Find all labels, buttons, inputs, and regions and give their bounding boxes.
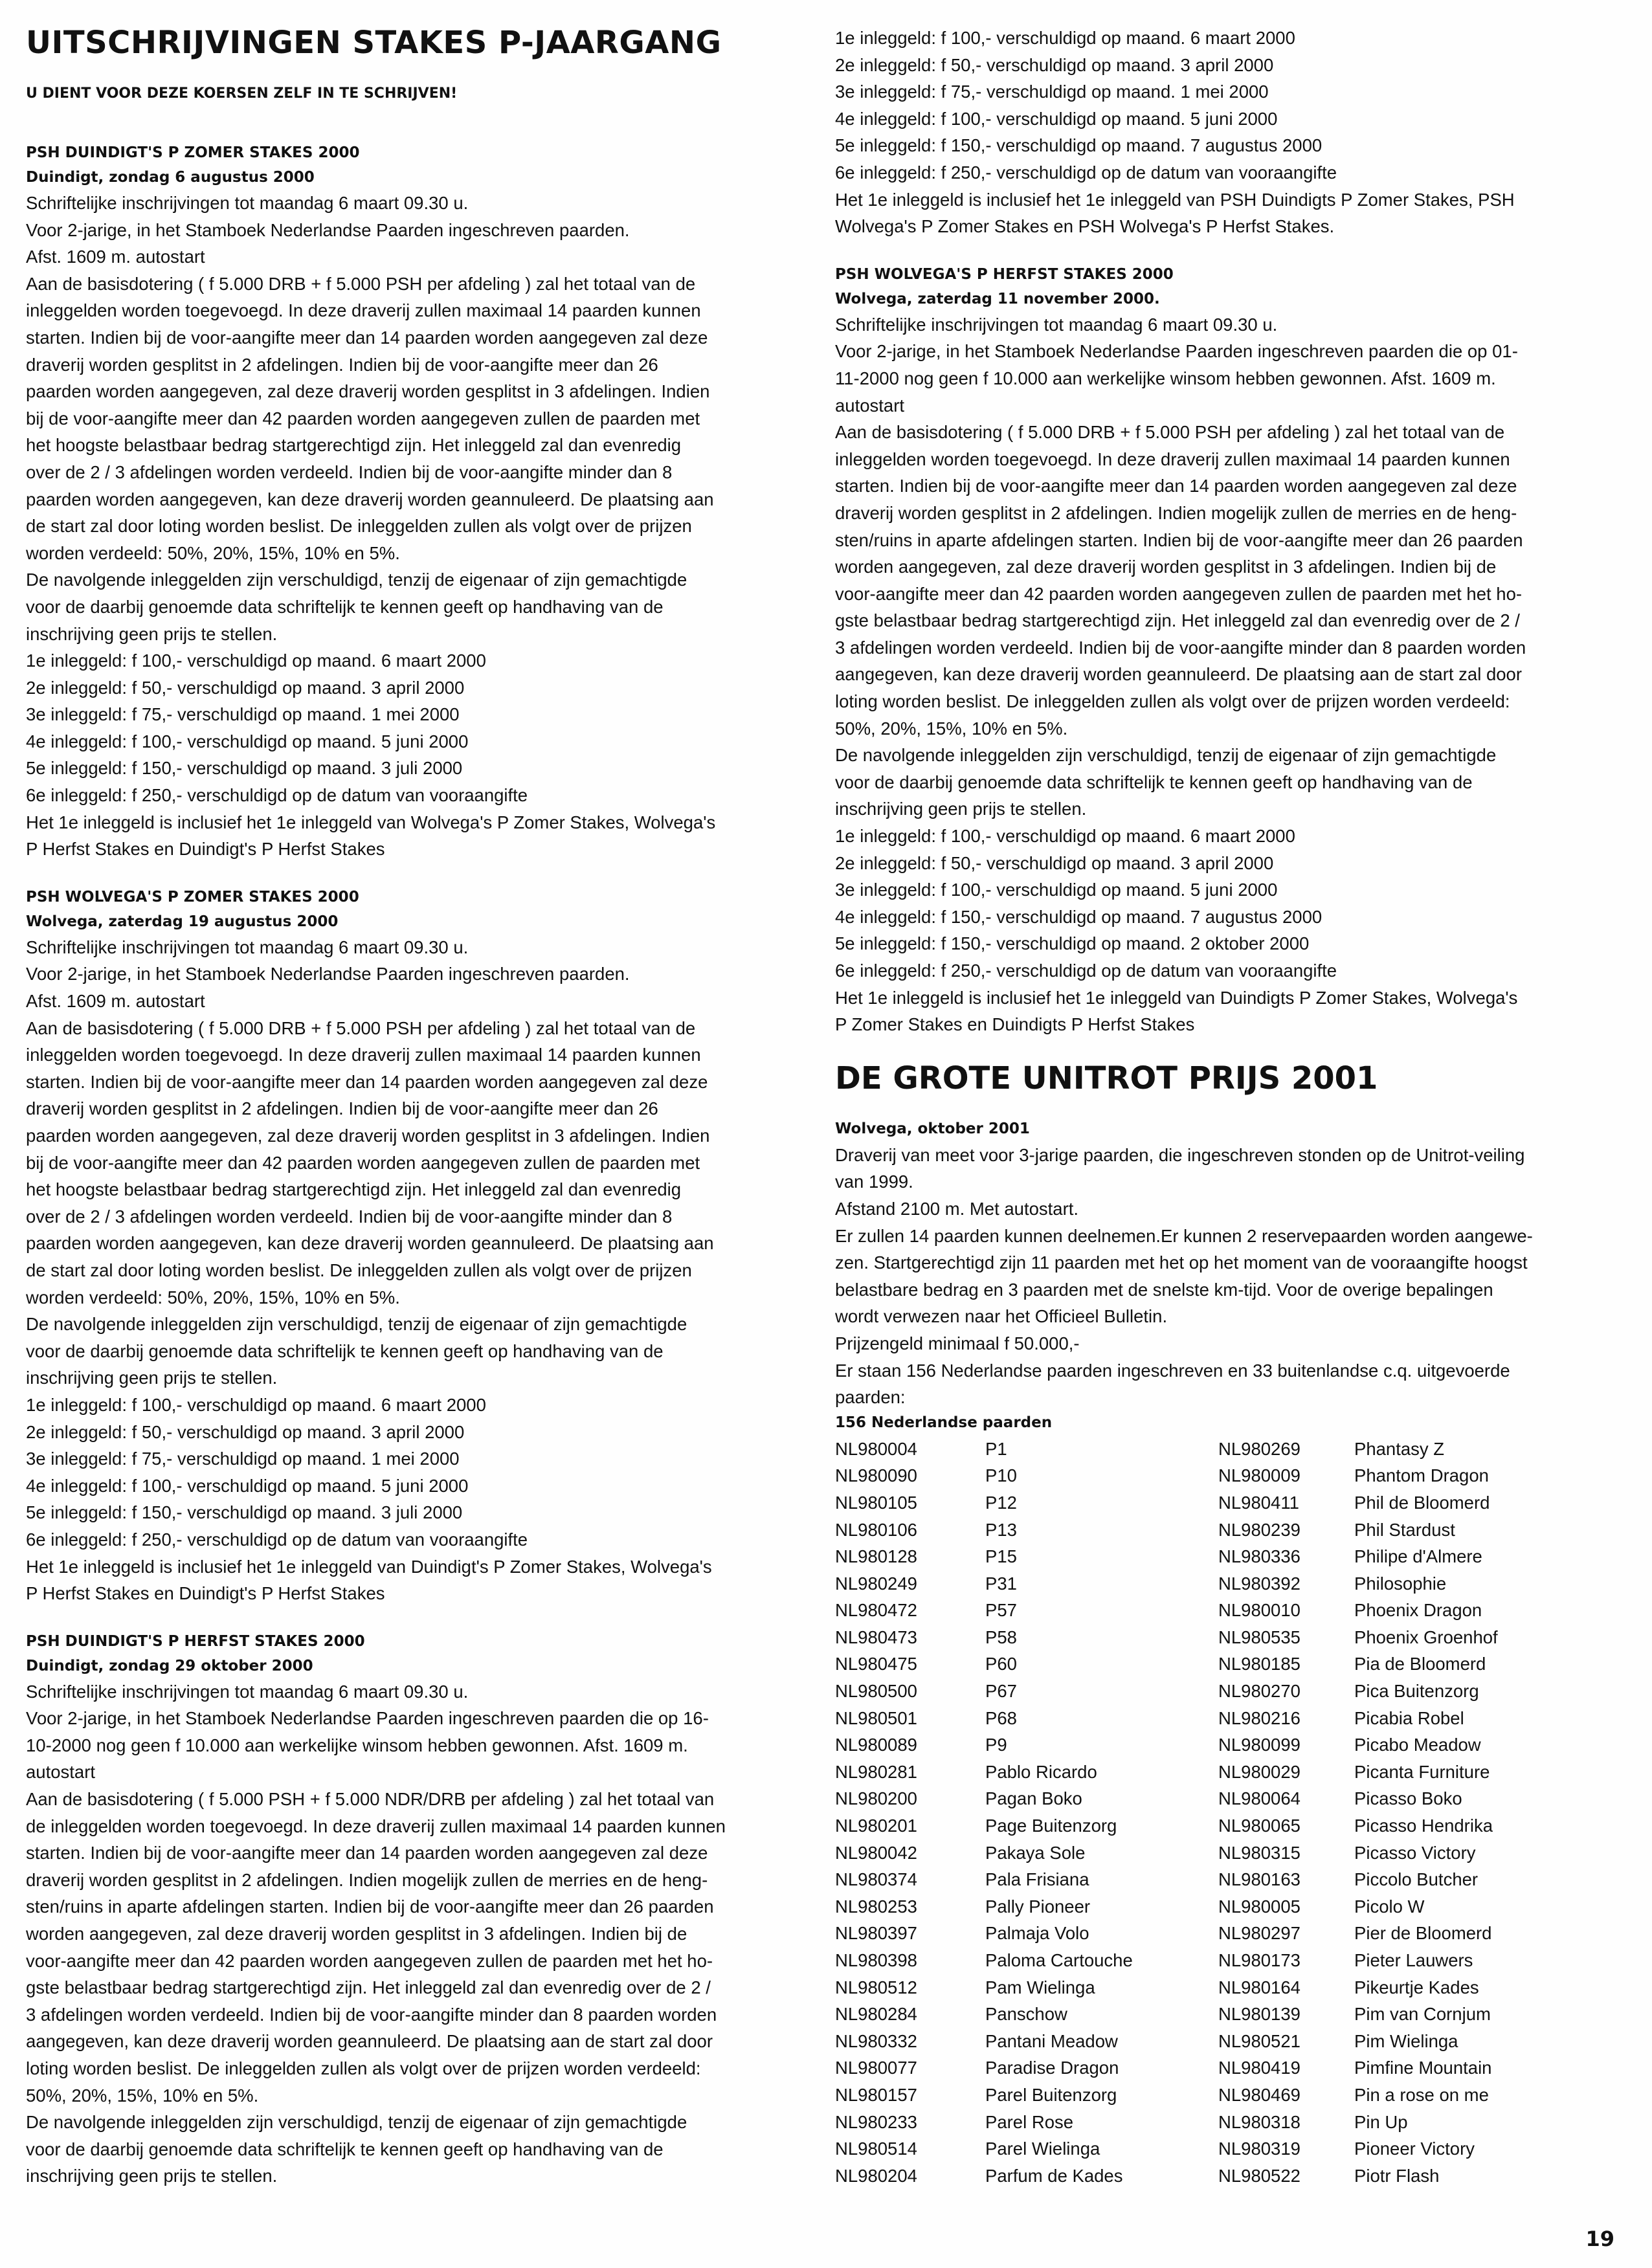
horse-name: Palmaja Volo	[985, 1923, 1089, 1944]
table-row	[835, 1866, 1600, 1893]
text-line: inschrijving geen prijs te stellen.	[26, 623, 278, 644]
text-line: voor de daarbij genoemde data schriftelijk te kennen geeft op handhaving van de	[26, 596, 664, 617]
horse-name: Philosophie	[1354, 1573, 1447, 1594]
text-line: Voor 2-jarige, in het Stamboek Nederlandse Paarden ingeschreven paarden die op 01-	[835, 341, 1518, 362]
text-line: paarden worden aangegeven, kan deze draverij worden geannuleerd. De plaatsing aan	[26, 489, 714, 509]
horse-name: Pantani Meadow	[985, 2030, 1118, 2051]
text-line: Het 1e inleggeld is inclusief het 1e inleggeld van Duindigts P Zomer Stakes, Wolvega's	[835, 987, 1518, 1008]
text-line: De navolgende inleggelden zijn verschuldigd, tenzij de eigenaar of zijn gemachtigde	[835, 745, 1497, 766]
text-line: worden aangegeven, zal deze draverij worden gesplitst in 3 afdelingen. Indien bij de	[26, 1924, 687, 1944]
horse-id: NL980253	[835, 1896, 917, 1917]
text-line: bij de voor-aangifte meer dan 42 paarden worden aangegeven zullen de paarden met	[26, 1152, 700, 1173]
text-line: 6e inleggeld: f 250,- verschuldigd op de datum van vooraangifte	[835, 162, 1337, 183]
text-line: Schriftelijke inschrijvingen tot maandag 6 maart 09.30 u.	[835, 314, 1278, 335]
section-date: Wolvega, zaterdag 19 augustus 2000	[26, 913, 339, 930]
table-row	[835, 1840, 1600, 1867]
horse-name: P10	[985, 1465, 1017, 1486]
table-row	[835, 2001, 1600, 2028]
text-line: Aan de basisdotering ( f 5.000 DRB + f 5.000 PSH per afdeling ) zal het totaal van de	[835, 422, 1505, 443]
table-row	[835, 1974, 1600, 2001]
table-row	[835, 2109, 1600, 2136]
text-line: 2e inleggeld: f 50,- verschuldigd op maand. 3 april 2000	[835, 54, 1274, 75]
text-line: Voor 2-jarige, in het Stamboek Nederlandse Paarden ingeschreven paarden.	[26, 964, 630, 984]
horse-id: NL980216	[1218, 1707, 1300, 1728]
horse-id: NL980204	[835, 2165, 917, 2186]
text-line: Aan de basisdotering ( f 5.000 PSH + f 5.000 NDR/DRB per afdeling ) zal het totaal van	[26, 1789, 715, 1810]
horse-name: Phantasy Z	[1354, 1438, 1445, 1459]
horse-name: Pin a rose on me	[1354, 2084, 1489, 2105]
horse-name: Pieter Lauwers	[1354, 1950, 1473, 1970]
horse-name: Pally Pioneer	[985, 1896, 1091, 1917]
unitrot-date: Wolvega, oktober 2001	[835, 1120, 1030, 1137]
text-line: starten. Indien bij de voor-aangifte meer dan 14 paarden worden aangegeven zal deze	[26, 327, 708, 348]
horse-name: Picasso Boko	[1354, 1788, 1462, 1809]
text-line: 6e inleggeld: f 250,- verschuldigd op de datum van vooraangifte	[835, 961, 1337, 981]
horse-id: NL980270	[1218, 1681, 1300, 1702]
horse-id: NL980297	[1218, 1923, 1300, 1944]
horse-id: NL980010	[1218, 1600, 1300, 1621]
text-line: voor de daarbij genoemde data schriftelijk te kennen geeft op handhaving van de	[26, 1340, 664, 1361]
section-title: PSH WOLVEGA'S P ZOMER STAKES 2000	[26, 888, 359, 906]
horse-id: NL980397	[835, 1923, 917, 1944]
text-line: voor-aangifte meer dan 42 paarden worden aangegeven zullen de paarden met het ho-	[835, 583, 1523, 604]
text-line: Afst. 1609 m. autostart	[26, 247, 205, 267]
horse-name: P12	[985, 1492, 1017, 1513]
horse-name: Pagan Boko	[985, 1788, 1082, 1809]
horse-id: NL980239	[1218, 1519, 1300, 1540]
table-row	[835, 1678, 1600, 1705]
text-line: 5e inleggeld: f 150,- verschuldigd op maand. 7 augustus 2000	[835, 135, 1323, 156]
text-line: Er zullen 14 paarden kunnen deelnemen.Er kunnen 2 reservepaarden worden aangewe-	[835, 1225, 1533, 1246]
page-title: UITSCHRIJVINGEN STAKES P-JAARGANG	[26, 25, 722, 61]
horse-name: Picasso Hendrika	[1354, 1816, 1493, 1836]
horse-name: Phil Stardust	[1354, 1519, 1455, 1540]
text-line: 5e inleggeld: f 150,- verschuldigd op maand. 2 oktober 2000	[835, 933, 1310, 954]
horse-name: Parel Rose	[985, 2111, 1074, 2132]
text-line: loting worden beslist. De inleggelden zullen als volgt over de prijzen worden verdeeld:	[26, 2058, 701, 2078]
text-line: 50%, 20%, 15%, 10% en 5%.	[835, 718, 1068, 739]
table-row	[835, 1705, 1600, 1732]
text-line: 1e inleggeld: f 100,- verschuldigd op maand. 6 maart 2000	[835, 826, 1295, 847]
text-line: inschrijving geen prijs te stellen.	[835, 799, 1087, 819]
text-line: starten. Indien bij de voor-aangifte meer dan 14 paarden worden aangegeven zal deze	[26, 1843, 708, 1863]
horse-id: NL980201	[835, 1816, 917, 1836]
text-line: 2e inleggeld: f 50,- verschuldigd op maand. 3 april 2000	[26, 1421, 465, 1442]
text-line: 3 afdelingen worden verdeeld. Indien bij de voor-aangifte minder dan 8 paarden worden	[835, 637, 1526, 658]
text-line: 50%, 20%, 15%, 10% en 5%.	[26, 2085, 259, 2106]
text-line: over de 2 / 3 afdelingen worden verdeeld. Indien bij de voor-aangifte minder dan 8	[26, 461, 673, 482]
horse-id: NL980512	[835, 1977, 917, 1997]
text-line: Afstand 2100 m. Met autostart.	[835, 1198, 1079, 1219]
text-line: de start zal door loting worden beslist. De inleggelden zullen als volgt over de prijzen	[26, 1260, 692, 1280]
section-title: PSH DUINDIGT'S P HERFST STAKES 2000	[26, 1632, 365, 1650]
text-line: 4e inleggeld: f 100,- verschuldigd op maand. 5 juni 2000	[26, 1475, 469, 1496]
horse-id: NL980535	[1218, 1627, 1300, 1647]
table-row	[835, 1651, 1600, 1678]
text-line: draverij worden gesplitst in 2 afdelingen. Indien mogelijk zullen de merries en de heng-	[835, 502, 1517, 523]
horse-id: NL980099	[1218, 1735, 1300, 1755]
horse-name: Pimfine Mountain	[1354, 2058, 1492, 2078]
text-line: Schriftelijke inschrijvingen tot maandag 6 maart 09.30 u.	[26, 1681, 469, 1702]
text-line: 3e inleggeld: f 75,- verschuldigd op maand. 1 mei 2000	[26, 704, 460, 725]
horse-id: NL980065	[1218, 1816, 1300, 1836]
horse-name: Picabia Robel	[1354, 1707, 1464, 1728]
text-line: 4e inleggeld: f 100,- verschuldigd op maand. 5 juni 2000	[26, 731, 469, 751]
horse-name: Pim Wielinga	[1354, 2030, 1458, 2051]
horse-name: P13	[985, 1519, 1017, 1540]
horse-id: NL980411	[1218, 1492, 1299, 1513]
horse-name: Piotr Flash	[1354, 2165, 1440, 2186]
horse-id: NL980005	[1218, 1896, 1300, 1917]
horse-name: P67	[985, 1681, 1017, 1702]
horse-name: P68	[985, 1707, 1017, 1728]
horse-name: Phil de Bloomerd	[1354, 1492, 1490, 1513]
horse-name: P60	[985, 1654, 1017, 1674]
table-row	[835, 1436, 1600, 1463]
text-line: 5e inleggeld: f 150,- verschuldigd op maand. 3 juli 2000	[26, 1502, 463, 1523]
text-line: 3e inleggeld: f 100,- verschuldigd op maand. 5 juni 2000	[835, 880, 1278, 900]
text-line: loting worden beslist. De inleggelden zullen als volgt over de prijzen worden verdeeld:	[835, 691, 1510, 712]
horse-name: Panschow	[985, 2004, 1067, 2025]
section-title: PSH WOLVEGA'S P HERFST STAKES 2000	[835, 265, 1174, 283]
text-line: P Zomer Stakes en Duindigts P Herfst Stakes	[835, 1014, 1195, 1035]
horse-name: P9	[985, 1735, 1007, 1755]
text-line: 4e inleggeld: f 100,- verschuldigd op maand. 5 juni 2000	[835, 108, 1278, 129]
horse-id: NL980173	[1218, 1950, 1300, 1970]
horse-name: P58	[985, 1627, 1017, 1647]
horse-id: NL980319	[1218, 2139, 1300, 2159]
text-line: P Herfst Stakes en Duindigt's P Herfst Stakes	[26, 839, 385, 860]
horse-name: Phoenix Groenhof	[1354, 1627, 1498, 1647]
horse-name: Page Buitenzorg	[985, 1816, 1117, 1836]
table-row	[835, 1812, 1600, 1840]
horse-id: NL980200	[835, 1788, 917, 1809]
table-row	[835, 2054, 1600, 2082]
horse-name: Pia de Bloomerd	[1354, 1654, 1486, 1674]
horse-name: Parfum de Kades	[985, 2165, 1123, 2186]
horse-id: NL980318	[1218, 2111, 1300, 2132]
horse-id: NL980042	[835, 1842, 917, 1863]
horse-name: Pala Frisiana	[985, 1869, 1089, 1890]
text-line: de inleggelden worden toegevoegd. In deze draverij zullen maximaal 14 paarden kunnen	[26, 1816, 726, 1836]
text-line: Het 1e inleggeld is inclusief het 1e inleggeld van PSH Duindigts P Zomer Stakes, PSH	[835, 189, 1515, 210]
horse-name: Pim van Cornjum	[1354, 2004, 1491, 2025]
horse-name: Picasso Victory	[1354, 1842, 1476, 1863]
text-line: De navolgende inleggelden zijn verschuldigd, tenzij de eigenaar of zijn gemachtigde	[26, 2112, 687, 2133]
text-line: voor-aangifte meer dan 42 paarden worden aangegeven zullen de paarden met het ho-	[26, 1950, 713, 1971]
text-line: worden verdeeld: 50%, 20%, 15%, 10% en 5%.	[26, 1287, 400, 1307]
table-row	[835, 1785, 1600, 1812]
text-line: inleggelden worden toegevoegd. In deze draverij zullen maximaal 14 paarden kunnen	[26, 1045, 701, 1065]
table-row	[835, 1517, 1600, 1544]
horse-id: NL980163	[1218, 1869, 1300, 1890]
table-row	[835, 1759, 1600, 1786]
table-row	[835, 1570, 1600, 1597]
horse-id: NL980315	[1218, 1842, 1300, 1863]
text-line: Voor 2-jarige, in het Stamboek Nederlandse Paarden ingeschreven paarden.	[26, 219, 630, 240]
text-line: sten/ruins in aparte afdelingen starten. Indien bij de voor-aangifte meer dan 26 paarden	[835, 529, 1523, 550]
text-line: 11-2000 nog geen f 10.000 aan werkelijke winsom hebben gewonnen. Afst. 1609 m.	[835, 368, 1496, 388]
text-line: Schriftelijke inschrijvingen tot maandag 6 maart 09.30 u.	[26, 937, 469, 957]
text-line: voor de daarbij genoemde data schriftelijk te kennen geeft op handhaving van de	[26, 2139, 664, 2159]
horse-name: P31	[985, 1573, 1017, 1594]
registration-notice: U DIENT VOOR DEZE KOERSEN ZELF IN TE SCHRIJVEN!	[26, 85, 458, 102]
text-line: zen. Startgerechtigd zijn 11 paarden met het op het moment van de vooraangifte hoogst	[835, 1252, 1528, 1273]
horse-id: NL980105	[835, 1492, 917, 1513]
table-row	[835, 1920, 1600, 1947]
horse-id: NL980419	[1218, 2058, 1300, 2078]
text-line: Aan de basisdotering ( f 5.000 DRB + f 5.000 PSH per afdeling ) zal het totaal van de	[26, 273, 696, 294]
text-line: belastbare bedrag en 3 paarden met de snelste km-tijd. Voor de overige bepalingen	[835, 1279, 1493, 1300]
horse-name: Pablo Ricardo	[985, 1761, 1097, 1782]
text-line: 5e inleggeld: f 150,- verschuldigd op maand. 3 juli 2000	[26, 758, 463, 779]
horse-id: NL980064	[1218, 1788, 1300, 1809]
horse-id: NL980473	[835, 1627, 917, 1647]
section-date: Wolvega, zaterdag 11 november 2000.	[835, 290, 1160, 307]
text-line: van 1999.	[835, 1172, 913, 1192]
stakes-section	[26, 140, 810, 863]
text-line: paarden worden aangegeven, kan deze draverij worden geannuleerd. De plaatsing aan	[26, 1233, 714, 1254]
text-line: draverij worden gesplitst in 2 afdelingen. Indien bij de voor-aangifte meer dan 26	[26, 354, 658, 375]
table-row	[835, 1624, 1600, 1651]
text-line: worden aangegeven, zal deze draverij worden gesplitst in 3 afdelingen. Indien bij de	[835, 557, 1497, 577]
horse-name: Picabo Meadow	[1354, 1735, 1481, 1755]
horse-id: NL980336	[1218, 1546, 1300, 1567]
left-column	[26, 25, 810, 2212]
text-line: Het 1e inleggeld is inclusief het 1e inleggeld van Wolvega's P Zomer Stakes, Wolvega's	[26, 812, 716, 832]
table-row	[835, 1597, 1600, 1624]
horse-id: NL980469	[1218, 2084, 1300, 2105]
text-line: aangegeven, kan deze draverij worden geannuleerd. De plaatsing aan de start zal door	[835, 664, 1522, 685]
text-line: inleggelden worden toegevoegd. In deze draverij zullen maximaal 14 paarden kunnen	[835, 449, 1510, 469]
horse-name: Picolo W	[1354, 1896, 1425, 1917]
horse-id: NL980128	[835, 1546, 917, 1567]
text-line: het hoogste belastbaar bedrag startgerechtigd zijn. Het inleggeld zal dan evenredig	[26, 435, 682, 456]
table-row	[835, 1489, 1600, 1517]
table-row	[835, 2135, 1600, 2162]
horse-name: P15	[985, 1546, 1017, 1567]
text-line: wordt verwezen naar het Officieel Bulletin.	[835, 1306, 1168, 1327]
text-line: de start zal door loting worden beslist. De inleggelden zullen als volgt over de prijzen	[26, 516, 692, 537]
horse-id: NL980077	[835, 2058, 917, 2078]
horse-name: Pin Up	[1354, 2111, 1408, 2132]
unitrot-title: DE GROTE UNITROT PRIJS 2001	[835, 1060, 1378, 1096]
section-body	[835, 311, 1622, 1038]
table-row	[835, 1947, 1600, 1974]
text-line: over de 2 / 3 afdelingen worden verdeeld. Indien bij de voor-aangifte minder dan 8	[26, 1206, 673, 1227]
horse-id: NL980284	[835, 2004, 917, 2025]
text-line: 1e inleggeld: f 100,- verschuldigd op maand. 6 maart 2000	[26, 650, 486, 671]
text-line: Wolvega's P Zomer Stakes en PSH Wolvega's P Herfst Stakes.	[835, 216, 1335, 237]
horse-name: Paloma Cartouche	[985, 1950, 1133, 1970]
horse-id: NL980392	[1218, 1573, 1300, 1594]
text-line: starten. Indien bij de voor-aangifte meer dan 14 paarden worden aangegeven zal deze	[835, 476, 1517, 496]
text-line: Draverij van meet voor 3-jarige paarden, die ingeschreven stonden op de Unitrot-veiling	[835, 1144, 1525, 1165]
text-line: De navolgende inleggelden zijn verschuldigd, tenzij de eigenaar of zijn gemachtigde	[26, 570, 687, 590]
horse-id: NL980514	[835, 2139, 917, 2159]
stakes-section	[26, 885, 810, 1607]
text-line: Prijzengeld minimaal f 50.000,-	[835, 1333, 1080, 1353]
table-row	[835, 2162, 1600, 2190]
horse-name: Piccolo Butcher	[1354, 1869, 1479, 1890]
table-row	[835, 1731, 1600, 1759]
text-line: Het 1e inleggeld is inclusief het 1e inleggeld van Duindigt's P Zomer Stakes, Wolvega's	[26, 1556, 712, 1577]
table-row	[835, 1462, 1600, 1489]
left-sections	[26, 140, 810, 2190]
horse-id: NL980374	[835, 1869, 917, 1890]
text-line: De navolgende inleggelden zijn verschuldigd, tenzij de eigenaar of zijn gemachtigde	[26, 1314, 687, 1335]
horse-id: NL980004	[835, 1438, 917, 1459]
text-line: gste belastbaar bedrag startgerechtigd zijn. Het inleggeld zal dan evenredig over de 2 /	[26, 1977, 711, 1998]
text-line: 3 afdelingen worden verdeeld. Indien bij de voor-aangifte minder dan 8 paarden worden	[26, 2004, 717, 2025]
horse-name: Parel Buitenzorg	[985, 2084, 1117, 2105]
horse-id: NL980090	[835, 1465, 917, 1486]
text-line: P Herfst Stakes en Duindigt's P Herfst Stakes	[26, 1583, 385, 1604]
horse-id: NL980398	[835, 1950, 917, 1970]
horse-name: Phantom Dragon	[1354, 1465, 1489, 1486]
section-wolvega-herfst	[835, 262, 1622, 1038]
text-line: autostart	[26, 1762, 96, 1783]
text-line: inschrijving geen prijs te stellen.	[26, 1368, 278, 1388]
horse-list-heading: 156 Nederlandse paarden	[835, 1414, 1053, 1431]
horse-id: NL980501	[835, 1707, 917, 1728]
text-line: 2e inleggeld: f 50,- verschuldigd op maand. 3 april 2000	[26, 677, 465, 698]
text-line: Er staan 156 Nederlandse paarden ingeschreven en 33 buitenlandse c.q. uitgevoerde	[835, 1360, 1510, 1381]
text-line: 3e inleggeld: f 75,- verschuldigd op maand. 1 mei 2000	[835, 82, 1269, 102]
text-line: het hoogste belastbaar bedrag startgerechtigd zijn. Het inleggeld zal dan evenredig	[26, 1179, 682, 1200]
text-line: gste belastbaar bedrag startgerechtigd zijn. Het inleggeld zal dan evenredig over de 2 /	[835, 610, 1520, 631]
text-line: aangegeven, kan deze draverij worden geannuleerd. De plaatsing aan de start zal door	[26, 2031, 713, 2052]
unitrot-body	[835, 1142, 1622, 1411]
text-line: bij de voor-aangifte meer dan 42 paarden worden aangegeven zullen de paarden met	[26, 408, 700, 428]
horse-id: NL980139	[1218, 2004, 1300, 2025]
text-line: 1e inleggeld: f 100,- verschuldigd op maand. 6 maart 2000	[26, 1394, 486, 1415]
text-line: paarden worden aangegeven, zal deze draverij worden gesplitst in 3 afdelingen. Indien	[26, 1126, 710, 1146]
horse-name: Pam Wielinga	[985, 1977, 1095, 1997]
table-row	[835, 1543, 1600, 1570]
text-line: sten/ruins in aparte afdelingen starten. Indien bij de voor-aangifte meer dan 26 paarden	[26, 1896, 714, 1917]
horse-name: P1	[985, 1438, 1007, 1459]
horse-table	[835, 1436, 1600, 2190]
text-line: 6e inleggeld: f 250,- verschuldigd op de datum van vooraangifte	[26, 1529, 528, 1550]
text-line: paarden worden aangegeven, zal deze draverij worden gesplitst in 3 afdelingen. Indien	[26, 381, 710, 402]
section-title: PSH DUINDIGT'S P ZOMER STAKES 2000	[26, 144, 360, 161]
horse-id: NL980332	[835, 2030, 917, 2051]
section-date: Duindigt, zondag 6 augustus 2000	[26, 169, 315, 186]
stakes-section	[26, 1629, 810, 2190]
continued-fees	[835, 25, 1622, 240]
horse-name: Paradise Dragon	[985, 2058, 1119, 2078]
text-line: inschrijving geen prijs te stellen.	[26, 2166, 278, 2186]
text-line: 6e inleggeld: f 250,- verschuldigd op de datum van vooraangifte	[26, 785, 528, 806]
text-line: Schriftelijke inschrijvingen tot maandag 6 maart 09.30 u.	[26, 193, 469, 213]
section-date: Duindigt, zondag 29 oktober 2000	[26, 1657, 313, 1674]
horse-id: NL980249	[835, 1573, 917, 1594]
text-line: Aan de basisdotering ( f 5.000 DRB + f 5.000 PSH per afdeling ) zal het totaal van de	[26, 1017, 696, 1038]
text-line: autostart	[835, 395, 905, 416]
text-line: 2e inleggeld: f 50,- verschuldigd op maand. 3 april 2000	[835, 852, 1274, 873]
table-row	[835, 1893, 1600, 1920]
text-line: 10-2000 nog geen f 10.000 aan werkelijke winsom hebben gewonnen. Afst. 1609 m.	[26, 1735, 688, 1755]
horse-name: P57	[985, 1600, 1017, 1621]
horse-id: NL980281	[835, 1761, 917, 1782]
horse-id: NL980522	[1218, 2165, 1300, 2186]
horse-name: Pikeurtje Kades	[1354, 1977, 1479, 1997]
page-number: 19	[1585, 2227, 1614, 2251]
text-line: paarden:	[835, 1387, 906, 1408]
horse-id: NL980009	[1218, 1465, 1300, 1486]
horse-name: Philipe d'Almere	[1354, 1546, 1482, 1567]
horse-id: NL980500	[835, 1681, 917, 1702]
table-row	[835, 2082, 1600, 2109]
horse-name: Phoenix Dragon	[1354, 1600, 1482, 1621]
horse-name: Pioneer Victory	[1354, 2139, 1475, 2159]
table-row	[835, 2028, 1600, 2055]
text-line: draverij worden gesplitst in 2 afdelingen. Indien mogelijk zullen de merries en de heng-	[26, 1869, 708, 1890]
horse-id: NL980269	[1218, 1438, 1300, 1459]
text-line: 3e inleggeld: f 75,- verschuldigd op maand. 1 mei 2000	[26, 1449, 460, 1469]
text-line: starten. Indien bij de voor-aangifte meer dan 14 paarden worden aangegeven zal deze	[26, 1071, 708, 1092]
horse-id: NL980521	[1218, 2030, 1300, 2051]
horse-id: NL980106	[835, 1519, 917, 1540]
horse-name: Picanta Furniture	[1354, 1761, 1490, 1782]
horse-id: NL980157	[835, 2084, 917, 2105]
text-line: voor de daarbij genoemde data schriftelijk te kennen geeft op handhaving van de	[835, 772, 1473, 792]
horse-name: Pica Buitenzorg	[1354, 1681, 1479, 1702]
text-line: inleggelden worden toegevoegd. In deze draverij zullen maximaal 14 paarden kunnen	[26, 300, 701, 321]
text-line: 4e inleggeld: f 150,- verschuldigd op maand. 7 augustus 2000	[835, 906, 1323, 927]
horse-id: NL980472	[835, 1600, 917, 1621]
horse-name: Pier de Bloomerd	[1354, 1923, 1492, 1944]
horse-id: NL980029	[1218, 1761, 1300, 1782]
text-line: 1e inleggeld: f 100,- verschuldigd op maand. 6 maart 2000	[835, 28, 1295, 48]
text-line: Afst. 1609 m. autostart	[26, 991, 205, 1012]
horse-id: NL980475	[835, 1654, 917, 1674]
horse-name: Parel Wielinga	[985, 2139, 1100, 2159]
text-line: Voor 2-jarige, in het Stamboek Nederlandse Paarden ingeschreven paarden die op 16-	[26, 1708, 709, 1729]
horse-id: NL980089	[835, 1735, 917, 1755]
text-line: worden verdeeld: 50%, 20%, 15%, 10% en 5%.	[26, 542, 400, 563]
text-line: draverij worden gesplitst in 2 afdelingen. Indien bij de voor-aangifte meer dan 26	[26, 1098, 658, 1119]
horse-name: Pakaya Sole	[985, 1842, 1086, 1863]
right-column	[835, 25, 1622, 2189]
horse-id: NL980233	[835, 2111, 917, 2132]
horse-id: NL980164	[1218, 1977, 1300, 1997]
horse-id: NL980185	[1218, 1654, 1300, 1674]
